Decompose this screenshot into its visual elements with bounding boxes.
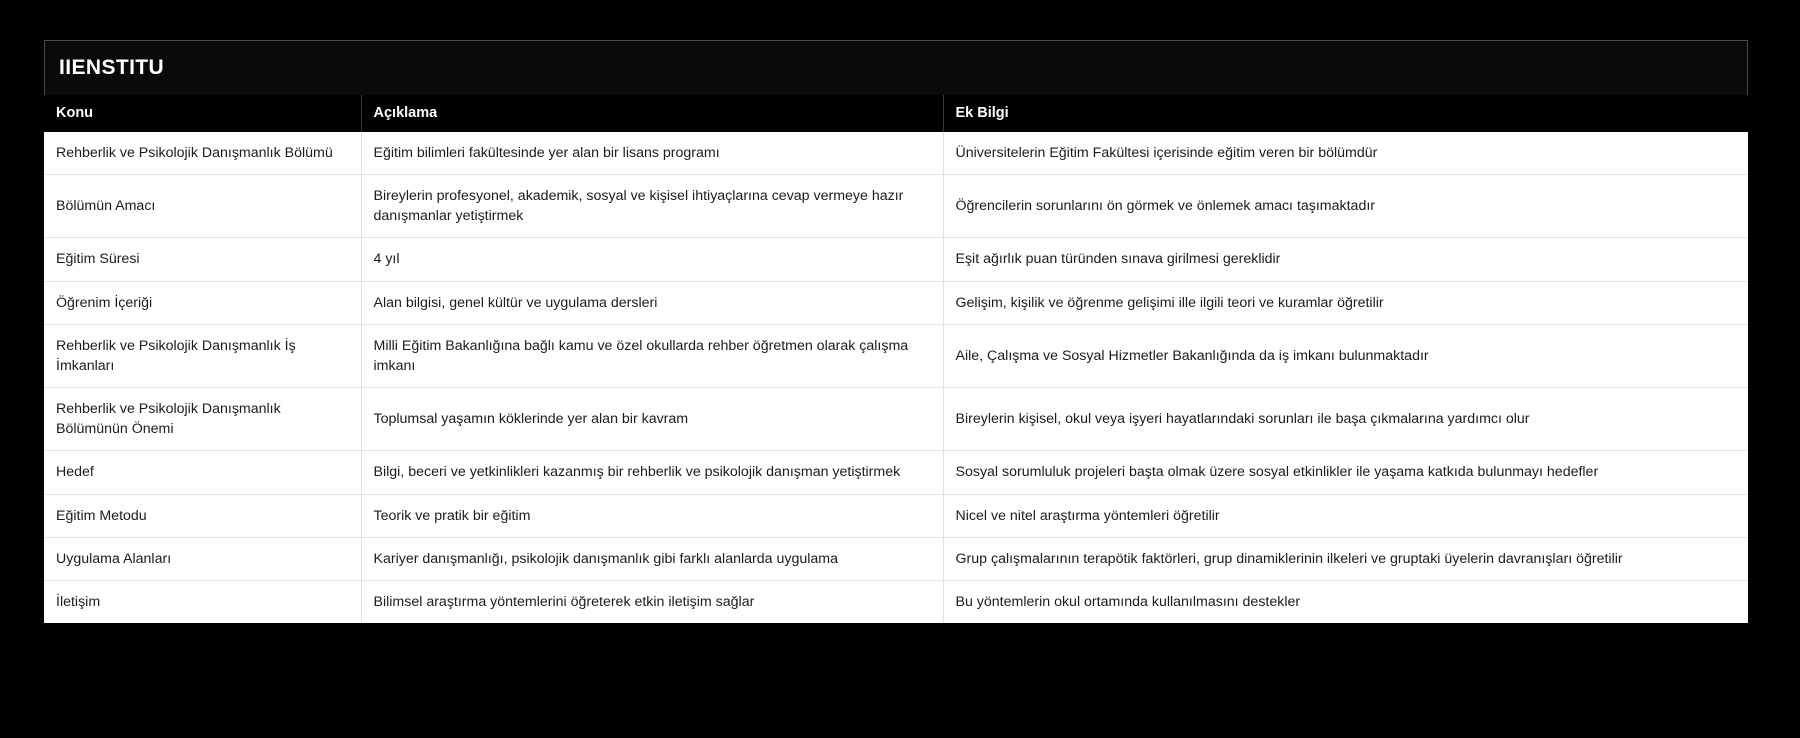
cell-ek-bilgi: Bu yöntemlerin okul ortamında kullanılmasını destekler: [943, 580, 1748, 623]
info-table: [44, 95, 1748, 623]
table-body: [44, 132, 1748, 623]
cell-ek-bilgi: Grup çalışmalarının terapötik faktörleri, grup dinamiklerinin ilkeleri ve gruptaki üyelerin davranışları öğretilir: [943, 537, 1748, 580]
column-header-konu: Konu: [44, 95, 361, 132]
cell-aciklama: Milli Eğitim Bakanlığına bağlı kamu ve özel okullarda rehber öğretmen olarak çalışma imkanı: [361, 324, 943, 387]
cell-konu: Rehberlik ve Psikolojik Danışmanlık İş İmkanları: [44, 324, 361, 387]
table-row: [44, 324, 1748, 387]
cell-konu: İletişim: [44, 580, 361, 623]
table-row: [44, 388, 1748, 451]
table-row: [44, 281, 1748, 324]
cell-ek-bilgi: Aile, Çalışma ve Sosyal Hizmetler Bakanlığında da iş imkanı bulunmaktadır: [943, 324, 1748, 387]
cell-konu: Rehberlik ve Psikolojik Danışmanlık Bölümü: [44, 132, 361, 175]
table-row: [44, 494, 1748, 537]
table-row: [44, 451, 1748, 494]
cell-konu: Rehberlik ve Psikolojik Danışmanlık Bölümünün Önemi: [44, 388, 361, 451]
cell-aciklama: Toplumsal yaşamın köklerinde yer alan bir kavram: [361, 388, 943, 451]
column-header-aciklama: Açıklama: [361, 95, 943, 132]
table-row: [44, 175, 1748, 238]
info-table-card: [44, 40, 1748, 610]
table-row: [44, 132, 1748, 175]
cell-konu: Uygulama Alanları: [44, 537, 361, 580]
cell-aciklama: Eğitim bilimleri fakültesinde yer alan bir lisans programı: [361, 132, 943, 175]
cell-konu: Bölümün Amacı: [44, 175, 361, 238]
brand-title: IIENSTITU: [59, 56, 165, 79]
cell-ek-bilgi: Öğrencilerin sorunlarını ön görmek ve önlemek amacı taşımaktadır: [943, 175, 1748, 238]
table-header-row: [44, 95, 1748, 132]
cell-ek-bilgi: Bireylerin kişisel, okul veya işyeri hayatlarındaki sorunları ile başa çıkmalarına yardımcı olur: [943, 388, 1748, 451]
cell-aciklama: Alan bilgisi, genel kültür ve uygulama dersleri: [361, 281, 943, 324]
cell-konu: Hedef: [44, 451, 361, 494]
cell-konu: Eğitim Süresi: [44, 238, 361, 281]
cell-aciklama: Bilimsel araştırma yöntemlerini öğreterek etkin iletişim sağlar: [361, 580, 943, 623]
cell-aciklama: Bilgi, beceri ve yetkinlikleri kazanmış bir rehberlik ve psikolojik danışman yetiştirmek: [361, 451, 943, 494]
cell-ek-bilgi: Sosyal sorumluluk projeleri başta olmak üzere sosyal etkinlikler ile yaşama katkıda bulunmayı hedefler: [943, 451, 1748, 494]
table-row: [44, 537, 1748, 580]
table-row: [44, 580, 1748, 623]
cell-ek-bilgi: Eşit ağırlık puan türünden sınava girilmesi gereklidir: [943, 238, 1748, 281]
cell-ek-bilgi: Nicel ve nitel araştırma yöntemleri öğretilir: [943, 494, 1748, 537]
cell-aciklama: 4 yıl: [361, 238, 943, 281]
cell-ek-bilgi: Üniversitelerin Eğitim Fakültesi içerisinde eğitim veren bir bölümdür: [943, 132, 1748, 175]
brand-header: [44, 40, 1748, 95]
cell-konu: Eğitim Metodu: [44, 494, 361, 537]
column-header-ek-bilgi: Ek Bilgi: [943, 95, 1748, 132]
table-header-row-group: [44, 95, 1748, 132]
cell-aciklama: Bireylerin profesyonel, akademik, sosyal ve kişisel ihtiyaçlarına cevap vermeye hazır danışmanlar yetiştirmek: [361, 175, 943, 238]
cell-aciklama: Kariyer danışmanlığı, psikolojik danışmanlık gibi farklı alanlarda uygulama: [361, 537, 943, 580]
cell-konu: Öğrenim İçeriği: [44, 281, 361, 324]
cell-aciklama: Teorik ve pratik bir eğitim: [361, 494, 943, 537]
table-row: [44, 238, 1748, 281]
cell-ek-bilgi: Gelişim, kişilik ve öğrenme gelişimi ille ilgili teori ve kuramlar öğretilir: [943, 281, 1748, 324]
